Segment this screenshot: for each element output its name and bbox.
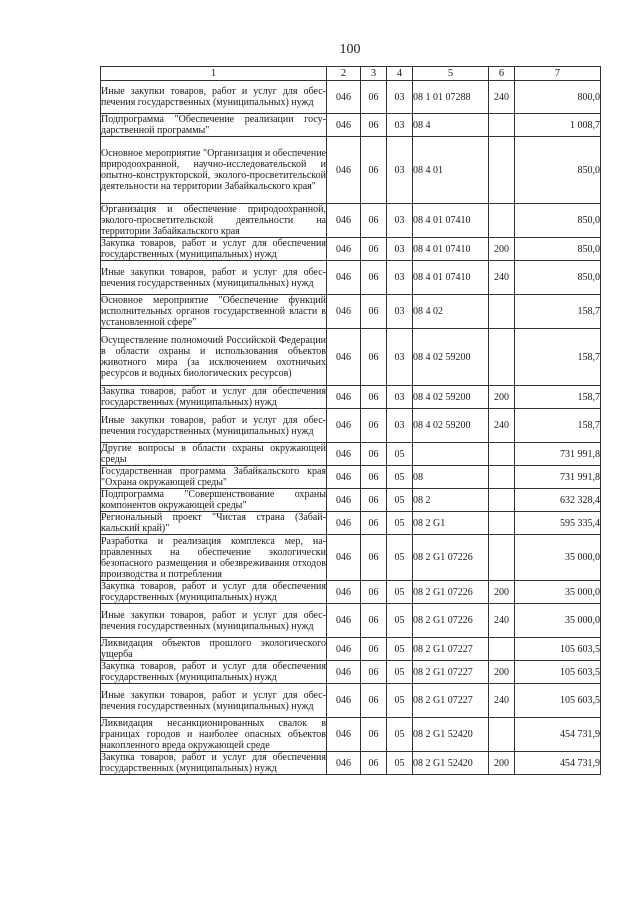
amount-cell: 105 603,5 [515,661,601,684]
column-header: 5 [413,67,489,81]
expense-type-cell [489,137,515,204]
section-cell: 06 [361,661,387,684]
table-row [101,81,601,114]
target-article-cell: 08 4 02 59200 [413,409,489,443]
amount-cell: 35 000,0 [515,604,601,638]
section-cell: 06 [361,81,387,114]
target-article-cell: 08 4 01 07410 [413,204,489,238]
section-cell: 06 [361,512,387,535]
amount-cell: 595 335,4 [515,512,601,535]
target-article-cell: 08 2 G1 [413,512,489,535]
expense-type-cell [489,295,515,329]
admin-code-cell: 046 [327,114,361,137]
column-header: 6 [489,67,515,81]
column-header: 2 [327,67,361,81]
table-row [101,661,601,684]
row-name-cell: Осуществление полномочий Российской Федерации в области охраны и использования объектов животного мира (за исключением охотничьих ресурсов и водных биологических ресурсов) [101,329,327,386]
target-article-cell: 08 4 02 [413,295,489,329]
subsection-cell: 05 [387,638,413,661]
table-row [101,466,601,489]
table-row [101,204,601,238]
amount-cell: 1 008,7 [515,114,601,137]
subsection-cell: 05 [387,535,413,581]
expense-type-cell: 200 [489,238,515,261]
subsection-cell: 05 [387,489,413,512]
expense-type-cell [489,512,515,535]
target-article-cell: 08 2 G1 07227 [413,684,489,718]
section-cell: 06 [361,443,387,466]
row-name-cell: Государственная программа Забайкальского края "Охрана окружающей среды" [101,466,326,488]
section-cell: 06 [361,295,387,329]
column-header: 7 [515,67,601,81]
amount-cell: 105 603,5 [515,684,601,718]
expense-type-cell: 240 [489,409,515,443]
column-header: 4 [387,67,413,81]
section-cell: 06 [361,409,387,443]
admin-code-cell: 046 [327,238,361,261]
row-name-cell: Разработка и реализация комплекса мер, направленных на обеспечение экологически безопасного размещения и обезвреживания отходов производства и потребления [101,535,326,580]
admin-code-cell: 046 [327,295,361,329]
amount-cell: 454 731,9 [515,718,601,752]
admin-code-cell: 046 [327,137,361,204]
target-article-cell: 08 4 [413,114,489,137]
admin-code-cell: 046 [327,718,361,752]
target-article-cell: 08 4 02 59200 [413,329,489,386]
section-cell: 06 [361,489,387,512]
row-name-cell: Основное мероприятие "Организация и обеспечение природоохранной, научно-исследовательской и опытно-конструкторской, эколого-просветительской деятельности на территории Забайкальского края" [101,137,327,204]
subsection-cell: 05 [387,581,413,604]
target-article-cell [413,443,489,466]
expense-type-cell [489,718,515,752]
table-row [101,638,601,661]
subsection-cell: 05 [387,661,413,684]
expense-type-cell: 240 [489,261,515,295]
table-row [101,386,601,409]
table-row [101,684,601,718]
section-cell: 06 [361,684,387,718]
table-row [101,329,601,386]
table-row [101,295,601,329]
target-article-cell: 08 [413,466,489,489]
section-cell: 06 [361,752,387,775]
subsection-cell: 03 [387,409,413,443]
row-name-cell: Закупка товаров, работ и услуг для обеспечения государственных (муниципальных) нужд [101,661,326,683]
row-name-cell: Закупка товаров, работ и услуг для обеспечения государственных (муниципальных) нужд [101,238,326,260]
target-article-cell: 08 2 G1 52420 [413,718,489,752]
expense-type-cell: 240 [489,604,515,638]
expense-type-cell: 240 [489,81,515,114]
target-article-cell: 08 2 G1 07226 [413,604,489,638]
table-row [101,581,601,604]
row-name-cell: Закупка товаров, работ и услуг для обеспечения государственных (муниципальных) нужд [101,581,326,603]
admin-code-cell: 046 [327,81,361,114]
amount-cell: 850,0 [515,204,601,238]
subsection-cell: 05 [387,466,413,489]
target-article-cell: 08 2 G1 07227 [413,661,489,684]
expense-type-cell: 200 [489,386,515,409]
table-body [101,81,601,775]
section-cell: 06 [361,535,387,581]
table-row [101,489,601,512]
row-name-cell: Ликвидация несанкционированных свалок в границах городов и наиболее опасных объектов накопленного вреда окружающей среде [101,718,326,751]
target-article-cell: 08 2 G1 07227 [413,638,489,661]
subsection-cell: 03 [387,238,413,261]
expense-type-cell [489,535,515,581]
admin-code-cell: 046 [327,489,361,512]
expense-type-cell: 200 [489,752,515,775]
admin-code-cell: 046 [327,409,361,443]
expense-type-cell [489,638,515,661]
table-row [101,752,601,775]
amount-cell: 850,0 [515,261,601,295]
table-row [101,137,601,204]
column-header: 1 [101,67,327,81]
row-name-cell: Закупка товаров, работ и услуг для обеспечения государственных (муниципальных) нужд [101,386,326,408]
subsection-cell: 03 [387,204,413,238]
row-name-cell: Другие вопросы в области охраны окружающей среды [101,443,326,465]
expense-type-cell [489,114,515,137]
budget-table [100,66,601,775]
section-cell: 06 [361,137,387,204]
section-cell: 06 [361,329,387,386]
section-cell: 06 [361,604,387,638]
admin-code-cell: 046 [327,638,361,661]
subsection-cell: 03 [387,261,413,295]
admin-code-cell: 046 [327,204,361,238]
subsection-cell: 05 [387,512,413,535]
section-cell: 06 [361,718,387,752]
amount-cell: 632 328,4 [515,489,601,512]
admin-code-cell: 046 [327,443,361,466]
section-cell: 06 [361,581,387,604]
target-article-cell: 08 2 G1 52420 [413,752,489,775]
row-name-cell: Иные закупки товаров, работ и услуг для обеспечения государственных (муниципальных) нужд [101,409,327,443]
admin-code-cell: 046 [327,329,361,386]
admin-code-cell: 046 [327,752,361,775]
amount-cell: 850,0 [515,137,601,204]
section-cell: 06 [361,204,387,238]
row-name-cell: Ликвидация объектов прошлого экологического ущерба [101,638,326,660]
column-header: 3 [361,67,387,81]
row-name-cell: Подпрограмма "Совершенствование охраны компонентов окружающей среды" [101,489,326,511]
row-name-cell: Закупка товаров, работ и услуг для обеспечения государственных (муниципальных) нужд [101,752,326,774]
table-row [101,114,601,137]
admin-code-cell: 046 [327,684,361,718]
row-name-cell: Иные закупки товаров, работ и услуг для обеспечения государственных (муниципальных) нужд [101,604,327,638]
expense-type-cell: 200 [489,581,515,604]
amount-cell: 158,7 [515,386,601,409]
subsection-cell: 03 [387,114,413,137]
expense-type-cell [489,466,515,489]
admin-code-cell: 046 [327,512,361,535]
subsection-cell: 03 [387,386,413,409]
amount-cell: 731 991,8 [515,443,601,466]
expense-type-cell: 200 [489,661,515,684]
admin-code-cell: 046 [327,581,361,604]
target-article-cell: 08 4 01 07410 [413,261,489,295]
section-cell: 06 [361,638,387,661]
target-article-cell: 08 2 G1 07226 [413,581,489,604]
admin-code-cell: 046 [327,386,361,409]
target-article-cell: 08 4 02 59200 [413,386,489,409]
table-row [101,443,601,466]
amount-cell: 105 603,5 [515,638,601,661]
subsection-cell: 05 [387,752,413,775]
subsection-cell: 03 [387,295,413,329]
admin-code-cell: 046 [327,604,361,638]
row-name-cell: Основное мероприятие "Обеспечение функций исполнительных органов государственной власти в установленной сфере" [101,295,326,328]
section-cell: 06 [361,114,387,137]
subsection-cell: 03 [387,81,413,114]
section-cell: 06 [361,261,387,295]
target-article-cell: 08 4 01 [413,137,489,204]
expense-type-cell [489,329,515,386]
table-row [101,238,601,261]
page-number: 100 [339,42,361,57]
expense-type-cell [489,489,515,512]
row-name-cell: Иные закупки товаров, работ и услуг для обеспечения государственных (муниципальных) нужд [101,684,327,718]
row-name-cell: Иные закупки товаров, работ и услуг для обеспечения государственных (муниципальных) нужд [101,81,327,114]
amount-cell: 158,7 [515,295,601,329]
amount-cell: 800,0 [515,81,601,114]
target-article-cell: 08 2 G1 07226 [413,535,489,581]
amount-cell: 454 731,9 [515,752,601,775]
amount-cell: 158,7 [515,409,601,443]
subsection-cell: 05 [387,684,413,718]
subsection-cell: 05 [387,604,413,638]
table-row [101,604,601,638]
admin-code-cell: 046 [327,261,361,295]
row-name-cell: Организация и обеспечение природоохранной, эколого-просветительской деятельности на территории Забайкальского края [101,204,326,237]
subsection-cell: 03 [387,137,413,204]
table-row [101,535,601,581]
target-article-cell: 08 1 01 07288 [413,81,489,114]
expense-type-cell [489,204,515,238]
subsection-cell: 05 [387,718,413,752]
row-name-cell: Региональный проект "Чистая страна (Забайкальский край)" [101,512,326,534]
table-row [101,512,601,535]
subsection-cell: 03 [387,329,413,386]
row-name-cell: Подпрограмма "Обеспечение реализации государственной программы" [101,114,326,136]
expense-type-cell: 240 [489,684,515,718]
section-cell: 06 [361,466,387,489]
amount-cell: 850,0 [515,238,601,261]
expense-type-cell [489,443,515,466]
amount-cell: 158,7 [515,329,601,386]
amount-cell: 731 991,8 [515,466,601,489]
target-article-cell: 08 4 01 07410 [413,238,489,261]
table-row [101,409,601,443]
target-article-cell: 08 2 [413,489,489,512]
section-cell: 06 [361,238,387,261]
admin-code-cell: 046 [327,661,361,684]
amount-cell: 35 000,0 [515,535,601,581]
amount-cell: 35 000,0 [515,581,601,604]
table-row [101,261,601,295]
table-row [101,718,601,752]
header-row [101,67,601,81]
row-name-cell: Иные закупки товаров, работ и услуг для обеспечения государственных (муниципальных) нужд [101,261,327,295]
admin-code-cell: 046 [327,535,361,581]
admin-code-cell: 046 [327,466,361,489]
subsection-cell: 05 [387,443,413,466]
section-cell: 06 [361,386,387,409]
